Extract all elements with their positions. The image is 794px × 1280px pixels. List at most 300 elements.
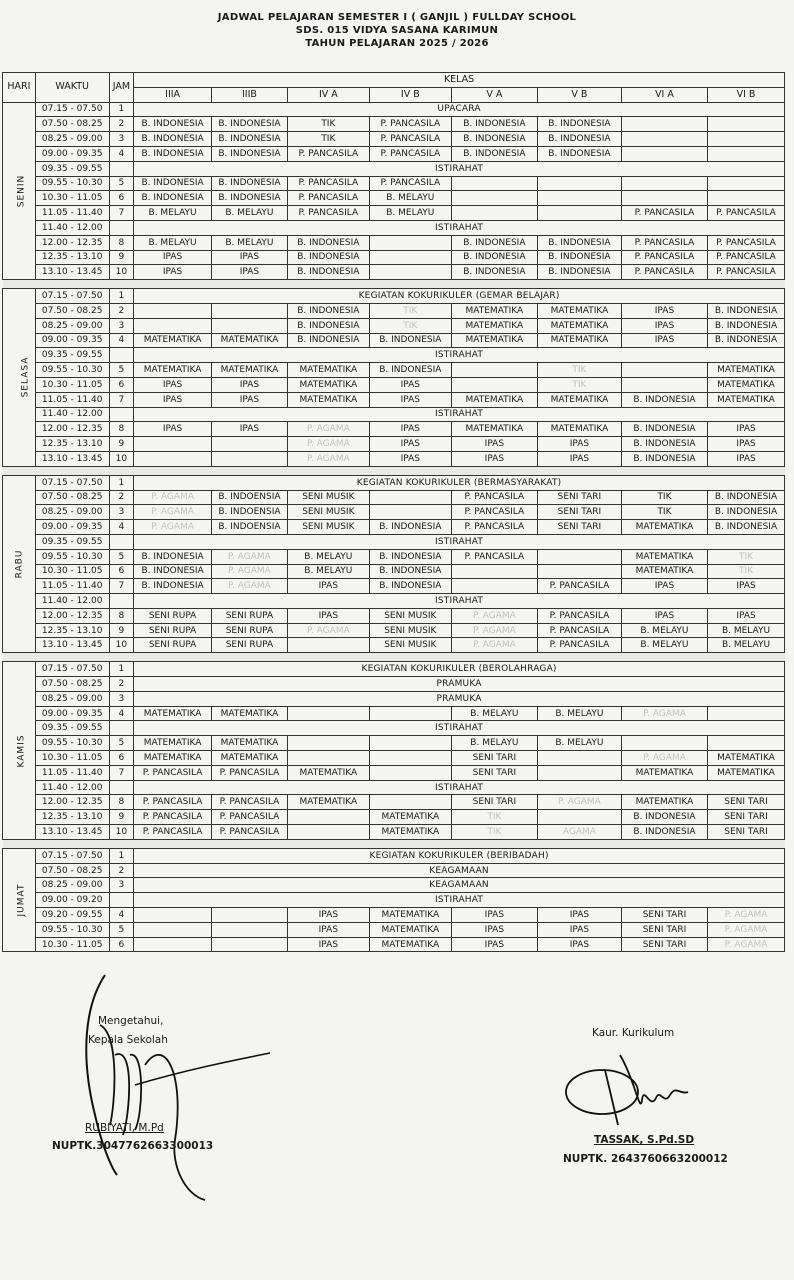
- subject-cell: [212, 451, 288, 466]
- period-cell: 6: [109, 377, 134, 392]
- subject-cell: B. INDONESIA: [369, 549, 451, 564]
- subject-cell: SENI MUSIK: [287, 505, 369, 520]
- subject-cell: [708, 117, 785, 132]
- curriculum-id: NUPTK. 2643760663200012: [563, 1153, 728, 1165]
- time-cell: 08.25 - 09.00: [35, 318, 109, 333]
- subject-cell: B. MELAYU: [212, 206, 288, 221]
- subject-cell: B. INDONESIA: [621, 422, 707, 437]
- period-cell: [109, 220, 134, 235]
- subject-cell: MATEMATIKA: [708, 377, 785, 392]
- subject-cell: SENI RUPA: [134, 608, 212, 623]
- subject-cell: MATEMATIKA: [537, 303, 621, 318]
- table-row: [3, 780, 785, 795]
- subject-cell: [621, 146, 707, 161]
- day-cell: [3, 475, 36, 653]
- subject-cell: IPAS: [369, 392, 451, 407]
- subject-cell: MATEMATIKA: [134, 333, 212, 348]
- subject-cell: IPAS: [134, 422, 212, 437]
- subject-cell: P. PANCASILA: [369, 132, 451, 147]
- event-cell: ISTIRAHAT: [134, 893, 785, 908]
- day-label: KAMIS: [16, 734, 27, 768]
- subject-cell: TIK: [369, 318, 451, 333]
- subject-cell: MATEMATIKA: [451, 422, 537, 437]
- subject-cell: SENI TARI: [621, 922, 707, 937]
- time-cell: 13.10 - 13.45: [35, 451, 109, 466]
- subject-cell: P. PANCASILA: [134, 810, 212, 825]
- table-row: [3, 220, 785, 235]
- period-cell: 3: [109, 132, 134, 147]
- day-separator: [3, 280, 785, 289]
- period-cell: 8: [109, 608, 134, 623]
- table-row: [3, 422, 785, 437]
- day-label: JUMAT: [16, 883, 27, 917]
- class-header: IV A: [287, 87, 369, 102]
- subject-cell: P. AGAMA: [212, 564, 288, 579]
- subject-cell: MATEMATIKA: [212, 706, 288, 721]
- event-cell: KEAGAMAAN: [134, 878, 785, 893]
- subject-cell: MATEMATIKA: [134, 736, 212, 751]
- table-row: [3, 662, 785, 677]
- subject-cell: IPAS: [134, 265, 212, 280]
- subject-cell: SENI RUPA: [134, 638, 212, 653]
- table-row: [3, 564, 785, 579]
- subject-cell: B. INDONESIA: [134, 564, 212, 579]
- period-cell: 2: [109, 117, 134, 132]
- left-label-1: Mengetahui,: [98, 1015, 164, 1027]
- table-row: [3, 289, 785, 304]
- period-cell: [109, 594, 134, 609]
- time-cell: 09.55 - 10.30: [35, 176, 109, 191]
- subject-cell: SENI RUPA: [212, 623, 288, 638]
- period-cell: 3: [109, 505, 134, 520]
- time-cell: 07.15 - 07.50: [35, 102, 109, 117]
- time-cell: 07.50 - 08.25: [35, 117, 109, 132]
- subject-cell: TIK: [287, 117, 369, 132]
- subject-cell: [134, 937, 212, 952]
- subject-cell: [708, 176, 785, 191]
- period-cell: 1: [109, 289, 134, 304]
- day-label: SELASA: [20, 357, 31, 398]
- subject-cell: IPAS: [287, 579, 369, 594]
- table-row: [3, 706, 785, 721]
- subject-cell: IPAS: [708, 608, 785, 623]
- period-cell: 6: [109, 564, 134, 579]
- subject-cell: P. PANCASILA: [451, 520, 537, 535]
- subject-cell: IPAS: [287, 908, 369, 923]
- subject-cell: [621, 117, 707, 132]
- day-separator: [3, 839, 785, 848]
- subject-cell: MATEMATIKA: [708, 765, 785, 780]
- subject-cell: B. INDOENSIA: [212, 520, 288, 535]
- subject-cell: B. INDONESIA: [451, 250, 537, 265]
- time-cell: 11.05 - 11.40: [35, 392, 109, 407]
- subject-cell: [287, 736, 369, 751]
- subject-cell: MATEMATIKA: [451, 303, 537, 318]
- event-cell: ISTIRAHAT: [134, 407, 785, 422]
- period-cell: 4: [109, 333, 134, 348]
- subject-cell: B. INDONESIA: [451, 265, 537, 280]
- class-header: VI B: [708, 87, 785, 102]
- subject-cell: B. MELAYU: [537, 706, 621, 721]
- subject-cell: B. MELAYU: [621, 638, 707, 653]
- subject-cell: MATEMATIKA: [369, 810, 451, 825]
- time-cell: 09.00 - 09.35: [35, 333, 109, 348]
- subject-cell: B. MELAYU: [287, 549, 369, 564]
- subject-cell: SENI MUSIK: [287, 520, 369, 535]
- subject-cell: TIK: [287, 132, 369, 147]
- period-cell: 7: [109, 579, 134, 594]
- subject-cell: SENI MUSIK: [287, 490, 369, 505]
- subject-cell: P. AGAMA: [621, 706, 707, 721]
- table-row: [3, 765, 785, 780]
- subject-cell: [287, 751, 369, 766]
- subject-cell: [369, 736, 451, 751]
- subject-cell: MATEMATIKA: [212, 333, 288, 348]
- time-cell: 10.30 - 11.05: [35, 937, 109, 952]
- principal-signature: [75, 965, 285, 1205]
- subject-cell: [212, 908, 288, 923]
- subject-cell: B. INDONESIA: [287, 318, 369, 333]
- subject-cell: P. PANCASILA: [537, 638, 621, 653]
- table-row: [3, 265, 785, 280]
- time-cell: 12.00 - 12.35: [35, 235, 109, 250]
- class-header: IIIA: [134, 87, 212, 102]
- time-cell: 07.50 - 08.25: [35, 490, 109, 505]
- table-row: [3, 736, 785, 751]
- subject-cell: MATEMATIKA: [537, 333, 621, 348]
- subject-cell: B. INDONESIA: [708, 303, 785, 318]
- time-cell: 12.00 - 12.35: [35, 795, 109, 810]
- subject-cell: P. PANCASILA: [708, 265, 785, 280]
- subject-cell: IPAS: [537, 451, 621, 466]
- event-cell: ISTIRAHAT: [134, 348, 785, 363]
- table-row: [3, 206, 785, 221]
- subject-cell: MATEMATIKA: [451, 333, 537, 348]
- period-cell: 8: [109, 235, 134, 250]
- subject-cell: [134, 303, 212, 318]
- table-row: [3, 677, 785, 692]
- subject-cell: B. MELAYU: [451, 706, 537, 721]
- time-cell: 13.10 - 13.45: [35, 825, 109, 840]
- period-cell: 10: [109, 265, 134, 280]
- subject-cell: IPAS: [537, 908, 621, 923]
- class-header: IV B: [369, 87, 451, 102]
- subject-cell: B. INDONESIA: [369, 333, 451, 348]
- time-cell: 07.50 - 08.25: [35, 303, 109, 318]
- period-cell: 6: [109, 191, 134, 206]
- subject-cell: MATEMATIKA: [621, 549, 707, 564]
- subject-cell: B. INDONESIA: [621, 810, 707, 825]
- subject-cell: [537, 751, 621, 766]
- subject-cell: B. INDONESIA: [212, 176, 288, 191]
- subject-cell: B. INDONESIA: [134, 549, 212, 564]
- subject-cell: B. INDONESIA: [537, 132, 621, 147]
- table-row: [3, 132, 785, 147]
- subject-cell: P. PANCASILA: [212, 765, 288, 780]
- subject-cell: P. PANCASILA: [212, 810, 288, 825]
- subject-cell: B. INDONESIA: [212, 191, 288, 206]
- day-cell: [3, 289, 36, 467]
- period-cell: 5: [109, 736, 134, 751]
- subject-cell: P. PANCASILA: [134, 795, 212, 810]
- subject-cell: IPAS: [537, 922, 621, 937]
- subject-cell: [287, 638, 369, 653]
- principal-name: RUBIYATI, M.Pd: [85, 1122, 164, 1134]
- subject-cell: P. AGAMA: [287, 623, 369, 638]
- subject-cell: IPAS: [621, 318, 707, 333]
- period-cell: 2: [109, 677, 134, 692]
- subject-cell: MATEMATIKA: [708, 363, 785, 378]
- table-row: [3, 751, 785, 766]
- table-row: [3, 117, 785, 132]
- period-cell: 9: [109, 623, 134, 638]
- subject-cell: MATEMATIKA: [369, 908, 451, 923]
- subject-cell: B. INDONESIA: [287, 265, 369, 280]
- col-jam: JAM: [109, 73, 134, 103]
- event-cell: KEGIATAN KOKURIKULER (GEMAR BELAJAR): [134, 289, 785, 304]
- table-row: [3, 451, 785, 466]
- period-cell: [109, 534, 134, 549]
- subject-cell: MATEMATIKA: [369, 922, 451, 937]
- event-cell: KEGIATAN KOKURIKULER (BERMASYARAKAT): [134, 475, 785, 490]
- subject-cell: IPAS: [621, 608, 707, 623]
- subject-cell: P. AGAMA: [212, 549, 288, 564]
- period-cell: 5: [109, 176, 134, 191]
- time-cell: 11.05 - 11.40: [35, 765, 109, 780]
- subject-cell: B. INDONESIA: [708, 318, 785, 333]
- subject-cell: B. INDONESIA: [451, 146, 537, 161]
- subject-cell: P. AGAMA: [212, 579, 288, 594]
- subject-cell: SENI TARI: [708, 795, 785, 810]
- time-cell: 12.35 - 13.10: [35, 437, 109, 452]
- subject-cell: IPAS: [621, 333, 707, 348]
- subject-cell: [451, 176, 537, 191]
- subject-cell: B. MELAYU: [537, 736, 621, 751]
- subject-cell: B. INDONESIA: [621, 825, 707, 840]
- table-row: [3, 893, 785, 908]
- subject-cell: B. MELAYU: [134, 206, 212, 221]
- subject-cell: P. AGAMA: [287, 422, 369, 437]
- table-row: [3, 810, 785, 825]
- time-cell: 11.40 - 12.00: [35, 780, 109, 795]
- period-cell: 3: [109, 691, 134, 706]
- period-cell: 4: [109, 520, 134, 535]
- subject-cell: SENI RUPA: [134, 623, 212, 638]
- table-row: [3, 377, 785, 392]
- time-cell: 07.15 - 07.50: [35, 475, 109, 490]
- subject-cell: [708, 132, 785, 147]
- table-row: [3, 235, 785, 250]
- subject-cell: P. PANCASILA: [621, 206, 707, 221]
- subject-cell: B. INDONESIA: [451, 117, 537, 132]
- table-row: [3, 363, 785, 378]
- subject-cell: B. INDOENSIA: [212, 490, 288, 505]
- period-cell: 4: [109, 706, 134, 721]
- period-cell: 4: [109, 146, 134, 161]
- time-cell: 12.35 - 13.10: [35, 623, 109, 638]
- time-cell: 12.00 - 12.35: [35, 608, 109, 623]
- subject-cell: P. AGAMA: [451, 623, 537, 638]
- subject-cell: [212, 437, 288, 452]
- subject-cell: IPAS: [369, 422, 451, 437]
- period-cell: [109, 893, 134, 908]
- subject-cell: B. INDONESIA: [369, 564, 451, 579]
- subject-cell: MATEMATIKA: [708, 751, 785, 766]
- subject-cell: MATEMATIKA: [537, 318, 621, 333]
- left-label-2: Kepala Sekolah: [88, 1034, 168, 1046]
- period-cell: [109, 407, 134, 422]
- subject-cell: P. PANCASILA: [287, 146, 369, 161]
- subject-cell: P. PANCASILA: [451, 549, 537, 564]
- subject-cell: TIK: [621, 490, 707, 505]
- time-cell: 07.15 - 07.50: [35, 848, 109, 863]
- subject-cell: P. AGAMA: [451, 608, 537, 623]
- period-cell: 10: [109, 451, 134, 466]
- time-cell: 11.05 - 11.40: [35, 579, 109, 594]
- subject-cell: B. MELAYU: [451, 736, 537, 751]
- event-cell: UPACARA: [134, 102, 785, 117]
- time-cell: 08.25 - 09.00: [35, 132, 109, 147]
- table-row: [3, 505, 785, 520]
- subject-cell: TIK: [451, 810, 537, 825]
- subject-cell: MATEMATIKA: [287, 363, 369, 378]
- subject-cell: SENI MUSIK: [369, 623, 451, 638]
- period-cell: 6: [109, 751, 134, 766]
- subject-cell: IPAS: [369, 377, 451, 392]
- table-row: [3, 146, 785, 161]
- class-header: V B: [537, 87, 621, 102]
- subject-cell: MATEMATIKA: [537, 392, 621, 407]
- subject-cell: [212, 922, 288, 937]
- time-cell: 13.10 - 13.45: [35, 638, 109, 653]
- subject-cell: B. INDONESIA: [369, 520, 451, 535]
- subject-cell: B. MELAYU: [134, 235, 212, 250]
- subject-cell: MATEMATIKA: [212, 751, 288, 766]
- subject-cell: [369, 505, 451, 520]
- subject-cell: TIK: [369, 303, 451, 318]
- subject-cell: [369, 265, 451, 280]
- subject-cell: TIK: [451, 825, 537, 840]
- subject-cell: B. INDONESIA: [451, 235, 537, 250]
- period-cell: 1: [109, 475, 134, 490]
- table-row: [3, 795, 785, 810]
- subject-cell: MATEMATIKA: [451, 318, 537, 333]
- schedule-title: JADWAL PELAJARAN SEMESTER I ( GANJIL ) FULLDAY SCHOOL: [217, 12, 577, 23]
- period-cell: 2: [109, 490, 134, 505]
- event-cell: PRAMUKA: [134, 677, 785, 692]
- table-row: [3, 937, 785, 952]
- subject-cell: B. INDONESIA: [287, 250, 369, 265]
- subject-cell: [451, 377, 537, 392]
- table-row: [3, 623, 785, 638]
- subject-cell: TIK: [537, 363, 621, 378]
- subject-cell: B. MELAYU: [369, 206, 451, 221]
- subject-cell: B. INDONESIA: [708, 505, 785, 520]
- subject-cell: P. PANCASILA: [212, 795, 288, 810]
- subject-cell: MATEMATIKA: [212, 736, 288, 751]
- table-row: [3, 520, 785, 535]
- subject-cell: IPAS: [451, 451, 537, 466]
- subject-cell: [287, 825, 369, 840]
- subject-cell: IPAS: [451, 922, 537, 937]
- subject-cell: [369, 751, 451, 766]
- subject-cell: SENI TARI: [451, 795, 537, 810]
- subject-cell: IPAS: [287, 922, 369, 937]
- subject-cell: P. PANCASILA: [621, 250, 707, 265]
- subject-cell: P. PANCASILA: [369, 117, 451, 132]
- time-cell: 09.35 - 09.55: [35, 721, 109, 736]
- subject-cell: SENI TARI: [451, 751, 537, 766]
- time-cell: 09.20 - 09.55: [35, 908, 109, 923]
- subject-cell: MATEMATIKA: [537, 422, 621, 437]
- subject-cell: P. PANCASILA: [287, 191, 369, 206]
- subject-cell: TIK: [708, 564, 785, 579]
- subject-cell: SENI TARI: [537, 505, 621, 520]
- subject-cell: [621, 736, 707, 751]
- subject-cell: [451, 191, 537, 206]
- subject-cell: IPAS: [708, 437, 785, 452]
- subject-cell: P. PANCASILA: [708, 250, 785, 265]
- subject-cell: [369, 250, 451, 265]
- table-row: [3, 333, 785, 348]
- subject-cell: B. INDONESIA: [621, 392, 707, 407]
- subject-cell: B. INDONESIA: [537, 265, 621, 280]
- time-cell: 09.00 - 09.35: [35, 706, 109, 721]
- subject-cell: TIK: [537, 377, 621, 392]
- period-cell: 5: [109, 549, 134, 564]
- subject-cell: MATEMATIKA: [621, 795, 707, 810]
- event-cell: ISTIRAHAT: [134, 534, 785, 549]
- table-row: [3, 825, 785, 840]
- subject-cell: SENI TARI: [708, 810, 785, 825]
- subject-cell: [537, 765, 621, 780]
- subject-cell: [287, 706, 369, 721]
- subject-cell: SENI MUSIK: [369, 638, 451, 653]
- subject-cell: [369, 795, 451, 810]
- subject-cell: P. PANCASILA: [708, 235, 785, 250]
- time-cell: 09.35 - 09.55: [35, 348, 109, 363]
- subject-cell: IPAS: [287, 608, 369, 623]
- subject-cell: IPAS: [621, 579, 707, 594]
- subject-cell: P. AGAMA: [134, 490, 212, 505]
- period-cell: 9: [109, 437, 134, 452]
- time-cell: 10.30 - 11.05: [35, 751, 109, 766]
- time-cell: 07.15 - 07.50: [35, 289, 109, 304]
- event-cell: ISTIRAHAT: [134, 594, 785, 609]
- time-cell: 11.40 - 12.00: [35, 407, 109, 422]
- subject-cell: [134, 437, 212, 452]
- table-row: [3, 721, 785, 736]
- subject-cell: MATEMATIKA: [134, 751, 212, 766]
- period-cell: 1: [109, 662, 134, 677]
- subject-cell: B. INDONESIA: [134, 132, 212, 147]
- table-row: [3, 549, 785, 564]
- subject-cell: MATEMATIKA: [134, 706, 212, 721]
- subject-cell: MATEMATIKA: [708, 392, 785, 407]
- subject-cell: [537, 206, 621, 221]
- subject-cell: P. PANCASILA: [134, 765, 212, 780]
- subject-cell: [369, 765, 451, 780]
- subject-cell: MATEMATIKA: [369, 937, 451, 952]
- subject-cell: B. INDOENSIA: [212, 505, 288, 520]
- table-row: [3, 348, 785, 363]
- subject-cell: SENI RUPA: [212, 608, 288, 623]
- subject-cell: SENI TARI: [621, 908, 707, 923]
- subject-cell: IPAS: [451, 908, 537, 923]
- subject-cell: TIK: [621, 505, 707, 520]
- table-row: [3, 250, 785, 265]
- curriculum-name: TASSAK, S.Pd.SD: [594, 1134, 695, 1146]
